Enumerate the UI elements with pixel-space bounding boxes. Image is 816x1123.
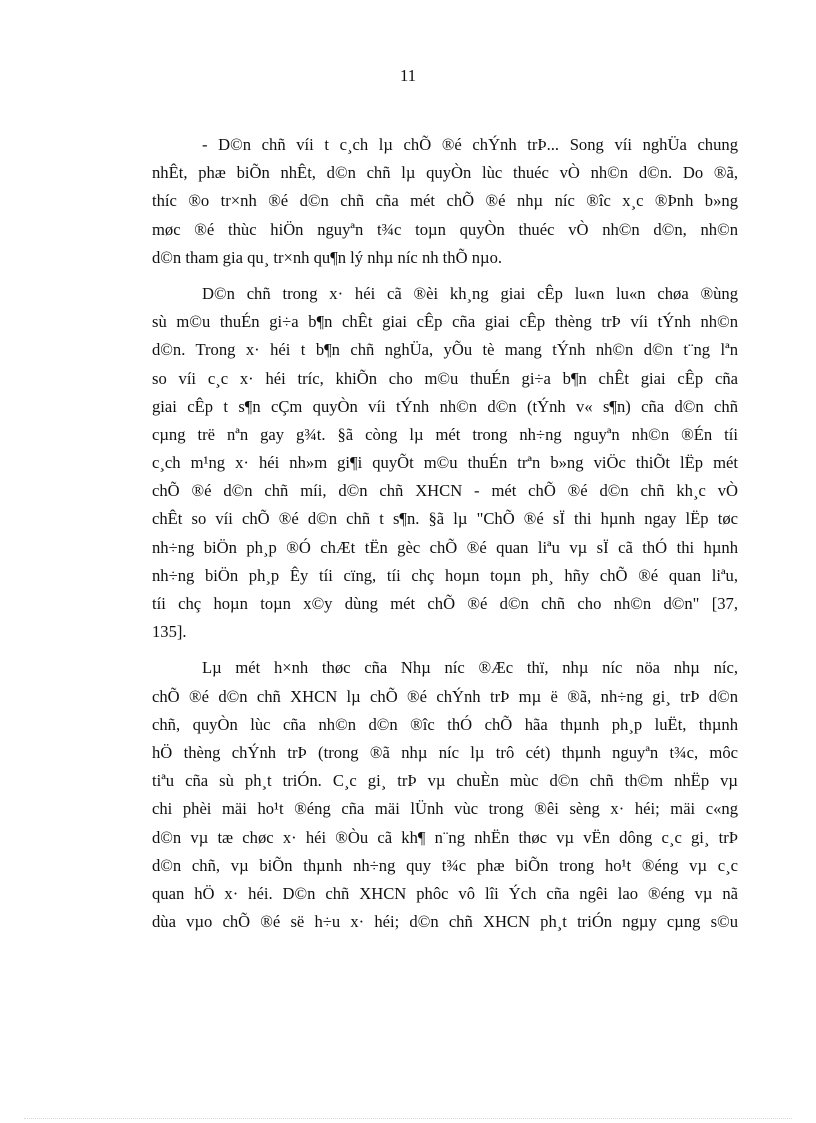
paragraph-1 (152, 131, 738, 272)
text-line: d©n tham gia qu¸ tr×nh qu¶n lý nhµ níc nh thÕ nµo. (152, 247, 503, 267)
text-line: giai cÊp t s¶n cÇm quyÒn víi tÝnh nh©n d©n (tÝnh v« s¶n) cña d©n chñ (152, 396, 738, 416)
text-line: 135]. (152, 622, 187, 642)
paragraph-3 (152, 654, 738, 936)
text-line: Lµ mét h×nh thøc cña Nhµ níc ®Æc thï, nhµ níc nöa nhµ níc, (202, 658, 738, 678)
text-line: nh÷ng biÖn ph¸p Êy tíi cïng, tíi chç hoµn toµn ph¸ hñy chÕ ®é quan liªu, (152, 565, 738, 585)
text-line: sù m©u thuÉn gi÷a b¶n chÊt giai cÊp cña giai cÊp thèng trÞ víi tÝnh nh©n (152, 312, 738, 332)
text-line: chÕ ®é d©n chñ míi, d©n chñ XHCN - mét chÕ ®é d©n chñ kh¸c vÒ (152, 481, 738, 501)
text-line: - D©n chñ víi t c¸ch lµ chÕ ®é chÝnh trÞ... Song víi nghÜa chung (202, 135, 738, 154)
text-line: chi phèi mäi ho¹t ®éng cña mäi lÜnh vùc trong ®êi sèng x· héi; mäi c«ng (152, 799, 738, 819)
page-number: 11 (399, 66, 417, 85)
text-line: D©n chñ trong x· héi cã ®èi kh¸ng giai cÊp lu«n lu«n chøa ®ùng (202, 283, 738, 303)
text-line: tiªu cña sù ph¸t triÓn. C¸c gi¸ trÞ vµ chuÈn mùc d©n chñ th©m nhËp vµ (152, 771, 738, 791)
paragraph-2 (152, 280, 738, 646)
text-line: nh÷ng biÖn ph¸p ®Ó chÆt tËn gèc chÕ ®é quan liªu vµ sÏ cã thÓ thi hµnh (152, 537, 738, 557)
text-line: chÊt so víi chÕ ®é d©n chñ t s¶n. §ã lµ "ChÕ ®é sÏ thi hµnh ngay lËp tøc (152, 509, 738, 529)
text-line: c¸ch m¹ng x· héi nh»m gi¶i quyÕt m©u thuÉn trªn b»ng viÖc thiÕt lËp mét (152, 453, 738, 473)
page-bottom-divider (24, 1118, 792, 1119)
text-line: so víi c¸c x· héi tríc, khiÕn cho m©u thuÉn gi÷a b¶n chÊt giai cÊp cña (152, 368, 738, 388)
text-line: møc ®é thùc hiÖn nguyªn t¾c toµn quyÒn thuéc vÒ nh©n d©n, nh©n (152, 219, 738, 239)
text-line: dùa vµo chÕ ®é së h÷u x· héi; d©n chñ XHCN ph¸t triÓn ngµy cµng s©u (152, 912, 738, 932)
text-line: nhÊt, phæ biÕn nhÊt, d©n chñ lµ quyÒn lùc thuéc vÒ nh©n d©n. Do ®ã, (152, 163, 738, 183)
text-line: d©n. Trong x· héi t b¶n chñ nghÜa, yÕu tè mang tÝnh nh©n d©n t¨ng lªn (152, 340, 738, 360)
text-line: chÕ ®é d©n chñ XHCN lµ chÕ ®é chÝnh trÞ mµ ë ®ã, nh÷ng gi¸ trÞ d©n (152, 686, 738, 706)
text-line: thíc ®o tr×nh ®é d©n chñ cña mét chÕ ®é nhµ níc ®îc x¸c ®Þnh b»ng (152, 191, 738, 211)
text-line: d©n chñ, vµ biÕn thµnh nh÷ng quy t¾c phæ biÕn trong ho¹t ®éng vµ c¸c (152, 855, 738, 875)
text-line: d©n vµ tæ chøc x· héi ®Òu cã kh¶ n¨ng nhËn thøc vµ vËn dông c¸c gi¸ trÞ (152, 827, 738, 847)
text-line: quan hÖ x· héi. D©n chñ XHCN phôc vô lîi Ých cña ngêi lao ®éng vµ nã (152, 883, 738, 903)
text-line: chñ, quyÒn lùc cña nh©n d©n ®îc thÓ chÕ hãa thµnh ph¸p luËt, thµnh (152, 714, 738, 734)
body-text (152, 131, 738, 936)
text-line: hÖ thèng chÝnh trÞ (trong ®ã nhµ níc lµ trô cét) thµnh nguyªn t¾c, môc (152, 742, 738, 762)
text-line: cµng trë nªn gay g¾t. §ã còng lµ mét trong nh÷ng nguyªn nh©n ®Én tíi (152, 424, 738, 444)
text-line: tíi chç hoµn toµn x©y dùng mét chÕ ®é d©n chñ cho nh©n d©n" [37, (152, 594, 738, 613)
